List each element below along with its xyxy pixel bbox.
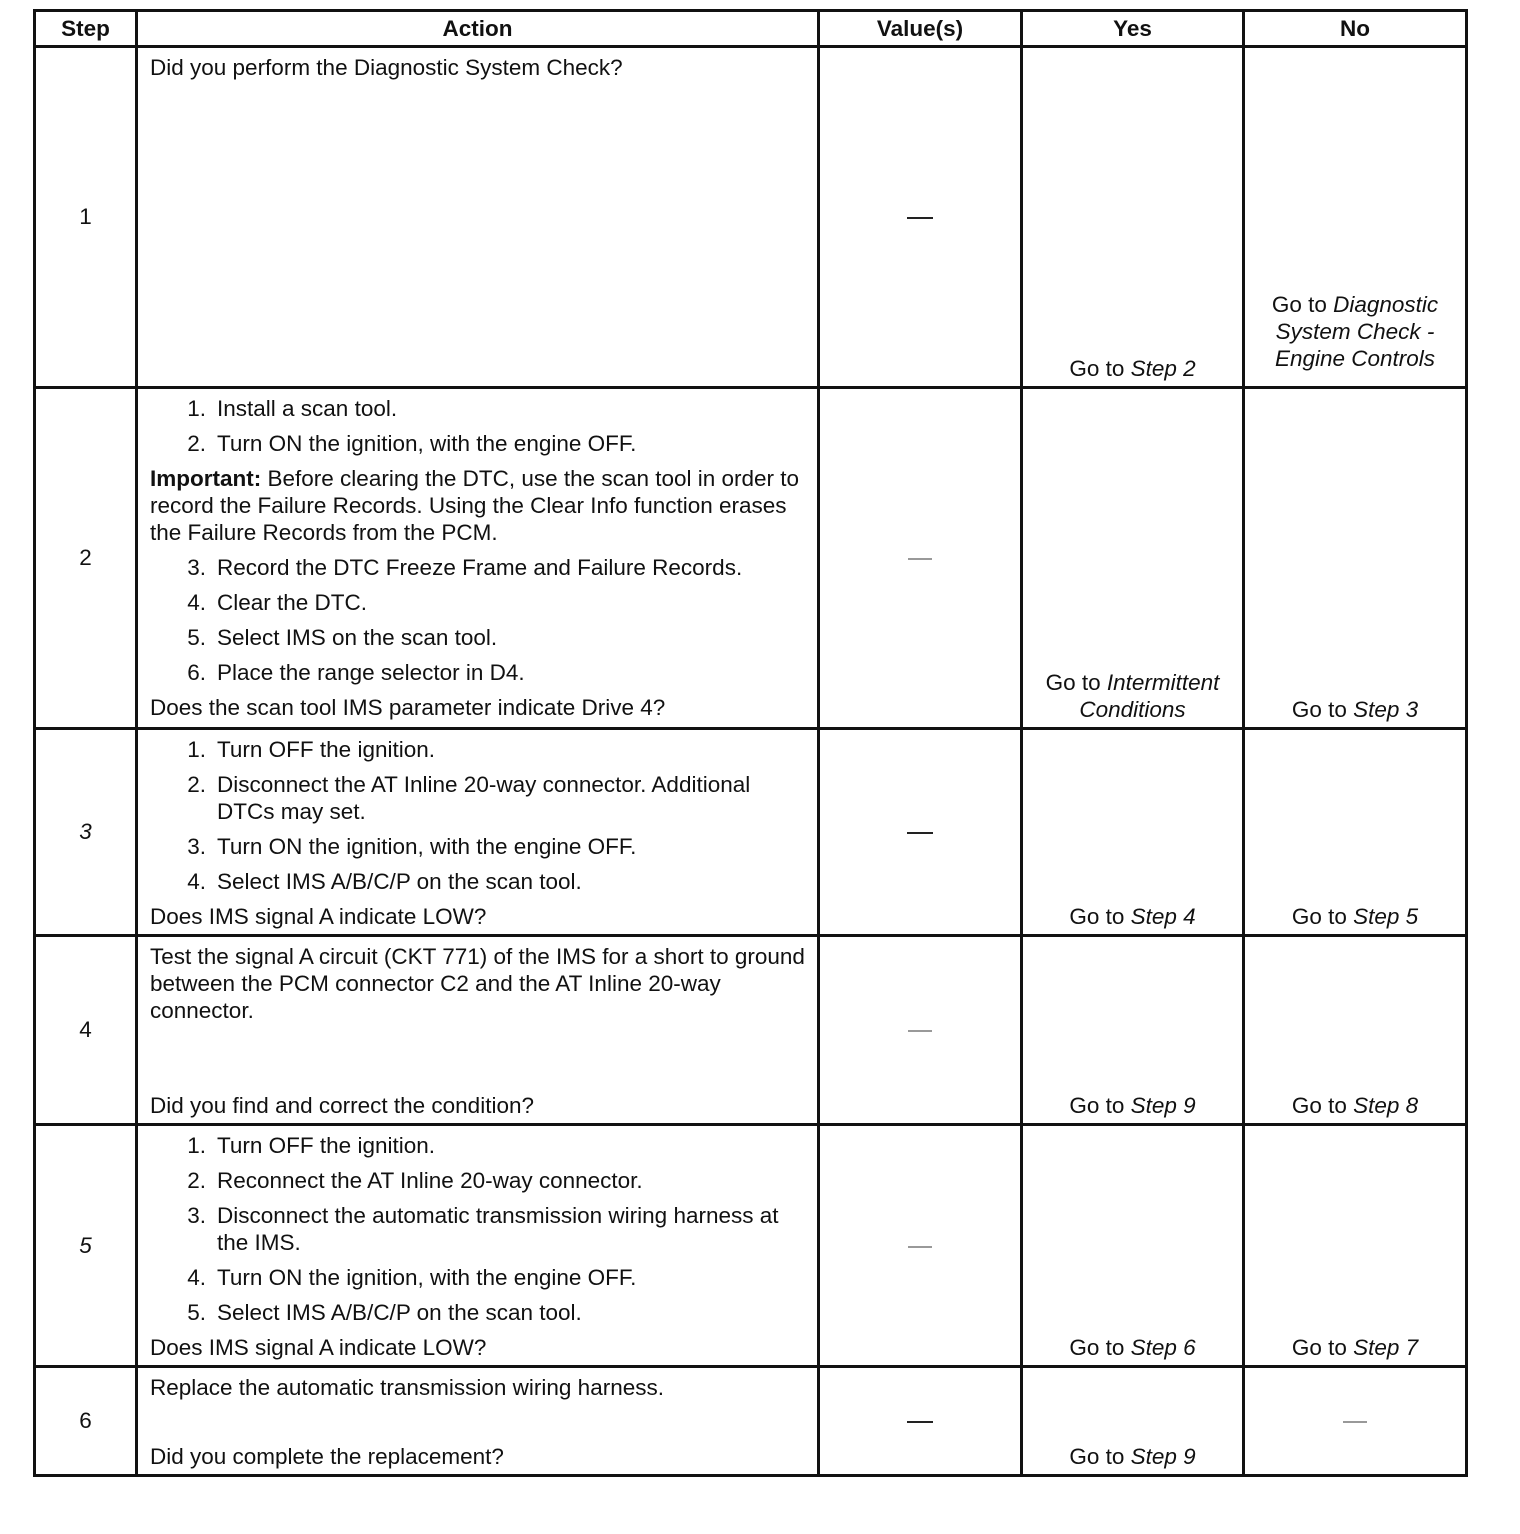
- header-values: Value(s): [819, 11, 1022, 47]
- no-cell: [1244, 47, 1467, 388]
- action-cell: [137, 1125, 819, 1367]
- table-row: [35, 388, 1467, 729]
- yes-prefix: Go to: [1069, 1444, 1125, 1469]
- diagnostic-table: [33, 9, 1468, 1477]
- step-number: 1: [35, 47, 137, 388]
- important-text: Before clearing the DTC, use the scan tool in order to record the Failure Records. Using the Clear Info function erases the Failure Records from the PCM.: [150, 466, 800, 545]
- yes-prefix: Go to: [1069, 1093, 1125, 1118]
- header-yes: Yes: [1022, 11, 1244, 47]
- no-target: Diagnostic System Check - Engine Controls: [1274, 292, 1439, 371]
- table-row: [35, 936, 1467, 1125]
- list-item: 2. Turn ON the ignition, with the engine OFF.: [187, 431, 637, 456]
- header-action: Action: [137, 11, 819, 47]
- no-cell: [1244, 936, 1467, 1125]
- table-row: [35, 47, 1467, 388]
- list-item: 1. Turn OFF the ignition.: [187, 1133, 436, 1158]
- yes-target: Step 9: [1130, 1093, 1196, 1118]
- value-dash: [907, 832, 933, 834]
- table-row: [35, 1125, 1467, 1367]
- value-dash: [908, 1246, 932, 1248]
- list-item: 1. Install a scan tool.: [187, 396, 398, 421]
- yes-target: Intermittent Conditions: [1079, 670, 1220, 722]
- list-item: 5. Select IMS on the scan tool.: [187, 625, 498, 650]
- list-item: 4. Turn ON the ignition, with the engine OFF.: [187, 1265, 637, 1290]
- action-content: [150, 1374, 805, 1470]
- yes-prefix: Go to: [1069, 356, 1125, 381]
- value-cell: [819, 1367, 1022, 1476]
- yes-prefix: Go to: [1069, 904, 1125, 929]
- action-question: Does IMS signal A indicate LOW?: [150, 1335, 487, 1360]
- action-cell: [137, 388, 819, 729]
- no-target: Step 7: [1353, 1335, 1419, 1360]
- action-cell: [137, 1367, 819, 1476]
- list-item: 4. Select IMS A/B/C/P on the scan tool.: [187, 869, 582, 894]
- action-list: [150, 554, 805, 686]
- step-number: 6: [35, 1367, 137, 1476]
- table-row: [35, 1367, 1467, 1476]
- yes-cell: [1022, 1125, 1244, 1367]
- list-item: 2. Disconnect the AT Inline 20-way connector. Additional DTCs may set.: [187, 772, 751, 824]
- action-list: [150, 1132, 805, 1326]
- no-cell: [1244, 1367, 1467, 1476]
- action-cell: [137, 47, 819, 388]
- header-row: [35, 11, 1467, 47]
- yes-target: Step 6: [1130, 1335, 1196, 1360]
- action-text: Test the signal A circuit (CKT 771) of the IMS for a short to ground between the PCM connector C2 and the AT Inline 20-way connector.: [150, 944, 805, 1023]
- action-cell: [137, 729, 819, 936]
- action-question: Does the scan tool IMS parameter indicate Drive 4?: [150, 695, 666, 720]
- table-row: [35, 729, 1467, 936]
- no-cell: [1244, 1125, 1467, 1367]
- yes-target: Step 4: [1130, 904, 1196, 929]
- step-number: 5: [35, 1125, 137, 1367]
- value-cell: [819, 936, 1022, 1125]
- no-dash: [1343, 1421, 1367, 1423]
- important-label: Important:: [150, 466, 262, 491]
- value-cell: [819, 388, 1022, 729]
- value-cell: [819, 729, 1022, 936]
- yes-cell: [1022, 388, 1244, 729]
- action-question: Did you find and correct the condition?: [150, 1093, 534, 1118]
- yes-target: Step 9: [1130, 1444, 1196, 1469]
- value-cell: [819, 1125, 1022, 1367]
- action-list: [150, 736, 805, 895]
- action-cell: [137, 936, 819, 1125]
- no-prefix: Go to: [1291, 697, 1347, 722]
- action-list: [150, 395, 805, 457]
- action-text: Replace the automatic transmission wiring harness.: [150, 1375, 664, 1400]
- list-item: 2. Reconnect the AT Inline 20-way connector.: [187, 1168, 643, 1193]
- list-item: 3. Turn ON the ignition, with the engine OFF.: [187, 834, 637, 859]
- yes-cell: [1022, 729, 1244, 936]
- important-note: [150, 465, 805, 546]
- no-target: Step 5: [1353, 904, 1419, 929]
- step-number: 4: [35, 936, 137, 1125]
- list-item: 3. Record the DTC Freeze Frame and Failure Records.: [187, 555, 743, 580]
- list-item: 5. Select IMS A/B/C/P on the scan tool.: [187, 1300, 582, 1325]
- action-question: Did you complete the replacement?: [150, 1444, 504, 1469]
- step-number: 2: [35, 388, 137, 729]
- value-dash: [908, 1030, 932, 1032]
- value-dash: [908, 558, 932, 560]
- yes-cell: [1022, 47, 1244, 388]
- no-prefix: Go to: [1291, 904, 1347, 929]
- yes-target: Step 2: [1130, 356, 1196, 381]
- no-prefix: Go to: [1291, 1093, 1347, 1118]
- action-content: [150, 943, 805, 1119]
- no-prefix: Go to: [1291, 1335, 1347, 1360]
- step-number: 3: [35, 729, 137, 936]
- list-item: 1. Turn OFF the ignition.: [187, 737, 436, 762]
- value-cell: [819, 47, 1022, 388]
- yes-cell: [1022, 936, 1244, 1125]
- yes-cell: [1022, 1367, 1244, 1476]
- value-dash: [907, 1421, 933, 1423]
- list-item: 6. Place the range selector in D4.: [187, 660, 525, 685]
- value-dash: [907, 217, 933, 219]
- no-cell: [1244, 729, 1467, 936]
- yes-prefix: Go to: [1069, 1335, 1125, 1360]
- list-item: 3. Disconnect the automatic transmission wiring harness at the IMS.: [187, 1203, 779, 1255]
- list-item: 4. Clear the DTC.: [187, 590, 368, 615]
- no-prefix: Go to: [1271, 292, 1327, 317]
- action-question: Does IMS signal A indicate LOW?: [150, 904, 487, 929]
- yes-prefix: Go to: [1045, 670, 1101, 695]
- header-step: Step: [35, 11, 137, 47]
- action-text: Did you perform the Diagnostic System Check?: [150, 55, 623, 80]
- no-target: Step 3: [1353, 697, 1419, 722]
- no-cell: [1244, 388, 1467, 729]
- no-target: Step 8: [1353, 1093, 1419, 1118]
- header-no: No: [1244, 11, 1467, 47]
